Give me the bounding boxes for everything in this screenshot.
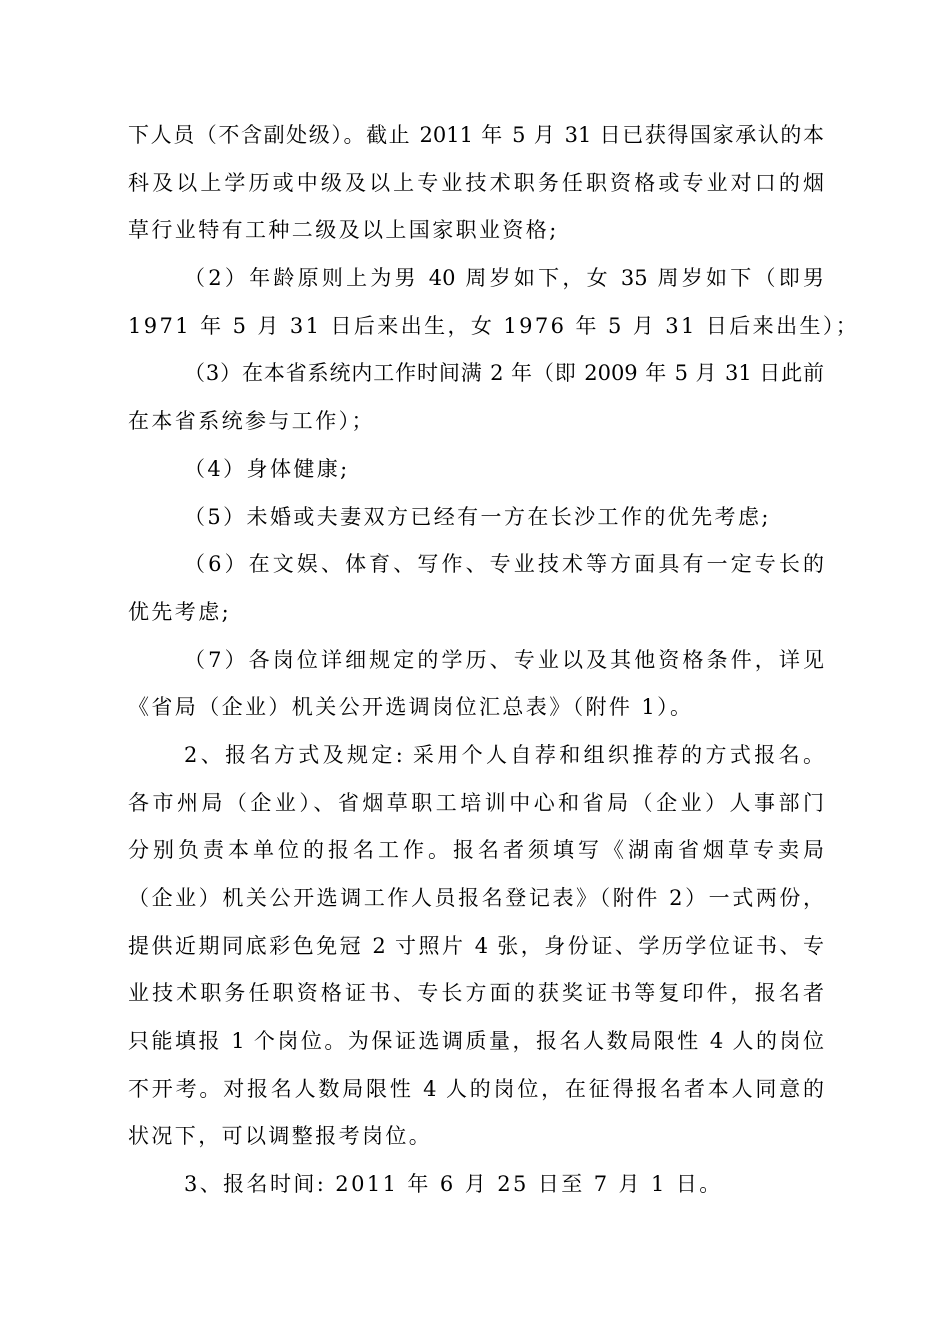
text-line: 提供近期同底彩色免冠 2 寸照片 4 张，身份证、学历学位证书、专 <box>128 933 824 958</box>
text-line: 只能填报 1 个岗位。为保证选调质量，报名人数局限性 4 人的岗位 <box>128 1029 824 1054</box>
text-line: 1971 年 5 月 31 日后来出生，女 1976 年 5 月 31 日后来出生）； <box>128 313 860 338</box>
text-line: 分别负责本单位的报名工作。报名者须填写《湖南省烟草专卖局 <box>128 838 824 863</box>
text-line: 3、报名时间: 2011 年 6 月 25 日至 7 月 1 日。 <box>184 1172 723 1197</box>
text-line: 不开考。对报名人数局限性 4 人的岗位，在征得报名者本人同意的 <box>128 1076 824 1101</box>
text-line: 优先考虑; <box>128 599 232 624</box>
text-line: 下人员（不含副处级）。截止 2011 年 5 月 31 日已获得国家承认的本 <box>128 123 824 147</box>
text-line: 业技术职务任职资格证书、专长方面的获奖证书等复印件，报名者 <box>128 981 824 1006</box>
text-line: （7）各岗位详细规定的学历、专业以及其他资格条件，详见 <box>184 647 824 672</box>
text-line: （企业）机关公开选调工作人员报名登记表》（附件 2）一式两份， <box>128 886 824 910</box>
text-line: 各市州局（企业）、省烟草职工培训中心和省局（企业）人事部门 <box>128 790 824 815</box>
text-line: （5）未婚或夫妻双方已经有一方在长沙工作的优先考虑; <box>184 504 771 529</box>
text-line: （2）年龄原则上为男 40 周岁如下，女 35 周岁如下（即男 <box>184 266 824 291</box>
document-page <box>128 112 860 1209</box>
text-line: 在本省系统参与工作）； <box>128 409 375 434</box>
text-line: （3）在本省系统内工作时间满 2 年（即 2009 年 5 月 31 日此前 <box>184 361 824 386</box>
text-line: 《省局（企业）机关公开选调岗位汇总表》（附件 1）。 <box>128 695 694 720</box>
text-line: 状况下，可以调整报考岗位。 <box>128 1124 433 1149</box>
text-line: （4）身体健康; <box>184 456 350 481</box>
text-line: 科及以上学历或中级及以上专业技术职务任职资格或专业对口的烟 <box>128 170 824 195</box>
text-line: 草行业特有工种二级及以上国家职业资格; <box>128 218 559 243</box>
text-line: （6）在文娱、体育、写作、专业技术等方面具有一定专长的 <box>184 552 824 577</box>
text-line: 2、报名方式及规定: 采用个人自荐和组织推荐的方式报名。 <box>184 742 824 767</box>
